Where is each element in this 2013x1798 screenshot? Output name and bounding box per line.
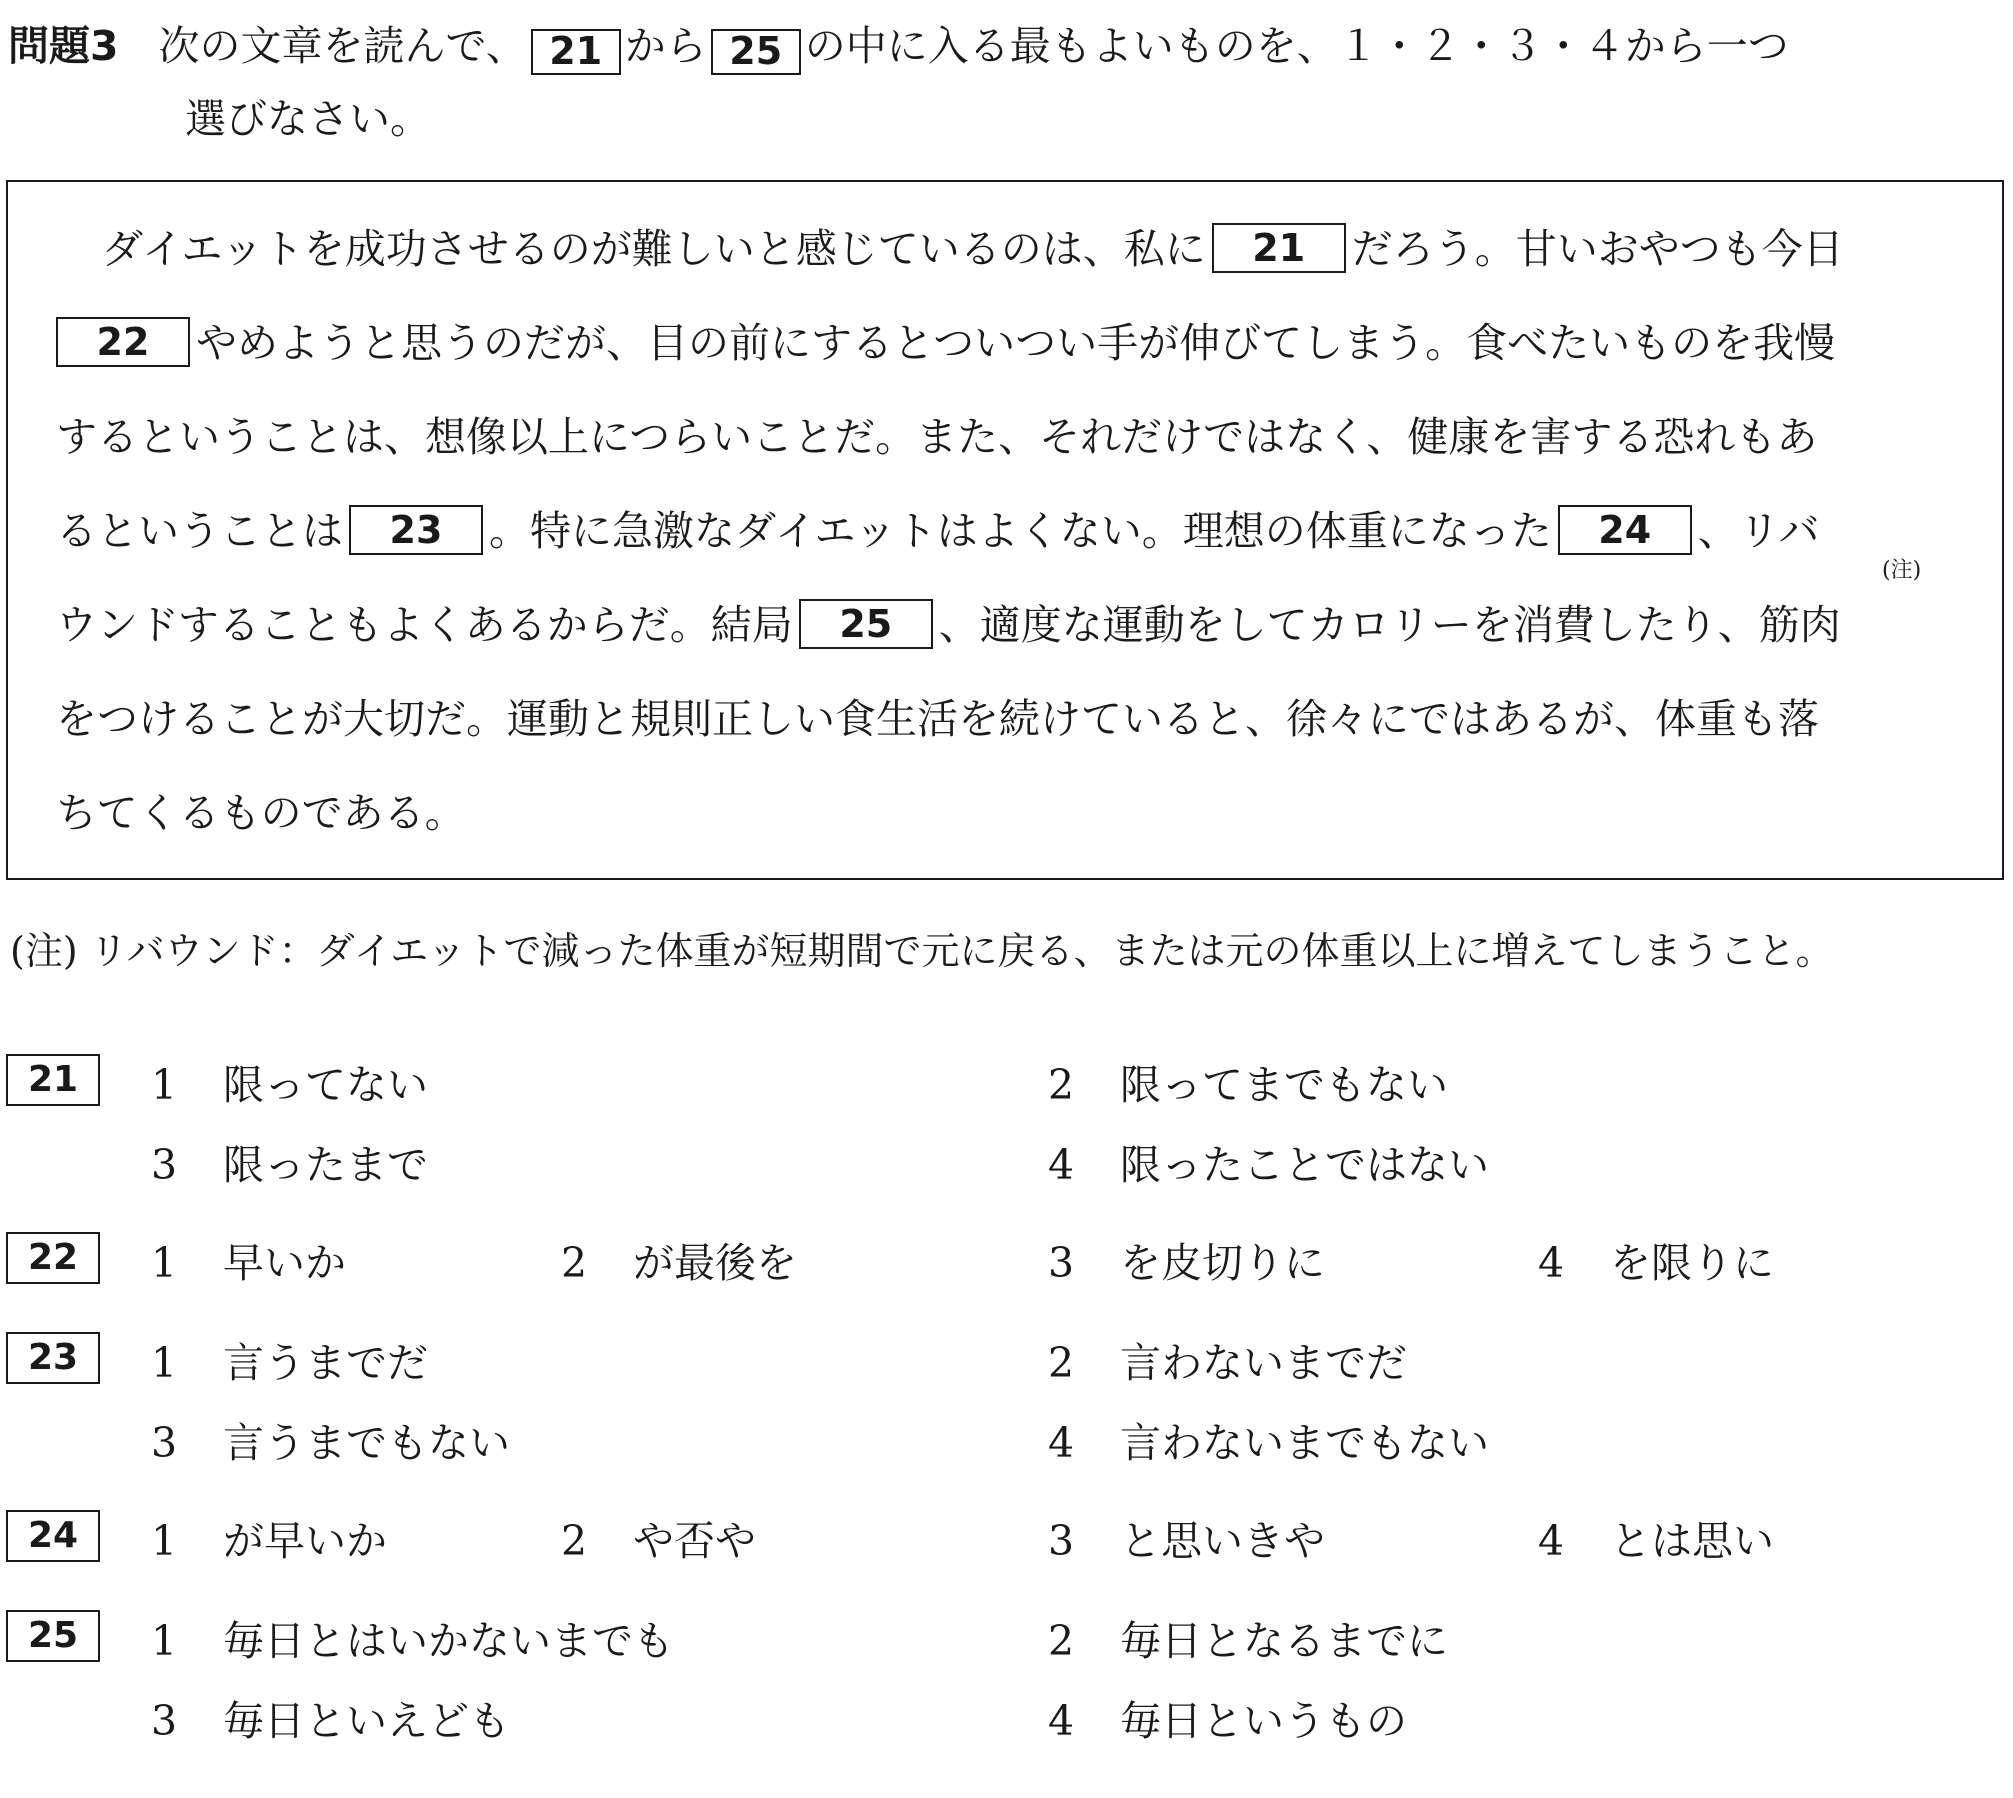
instruction-line-1 <box>8 18 2003 75</box>
choice-option[interactable]: 2 や否や <box>561 1517 756 1565</box>
choice-row <box>6 1120 1996 1200</box>
choice-option[interactable]: 3 を皮切りに <box>1048 1239 1325 1287</box>
question-21 <box>6 1040 1996 1200</box>
question-22 <box>6 1218 1996 1318</box>
problem-label: 問題3 <box>8 22 119 70</box>
choice-option[interactable]: 3 言うまでもない <box>151 1419 510 1467</box>
passage-line: するということは、想像以上につらいことだ。また、それだけではなく、健康を害する恐れもあ <box>56 413 1818 461</box>
passage-segment: 。特に急激なダイエットはよくない。理想の体重になった <box>489 507 1552 555</box>
question-25 <box>6 1596 1996 1756</box>
instruction-text: の中に入る最もよいものを、１・２・３・４から一つ <box>804 22 1789 70</box>
passage-segment: 、リバ <box>1697 507 1820 555</box>
choice-option[interactable]: 1 早いか <box>151 1239 346 1287</box>
passage-line <box>56 296 1966 390</box>
passage-segment: ウンドすることもよくあるからだ。結局 <box>56 601 793 649</box>
passage-line: をつけることが大切だ。運動と規則正しい食生活を続けていると、徐々にではあるが、体重も落 <box>56 695 1819 743</box>
question-number-box: 24 <box>6 1510 100 1562</box>
blank-22[interactable]: 22 <box>56 317 190 367</box>
choice-option[interactable]: 2 言わないまでだ <box>1048 1339 1407 1387</box>
choice-option[interactable]: 3 限ったまで <box>151 1141 428 1189</box>
choice-option[interactable]: 2 が最後を <box>561 1239 797 1287</box>
passage-segment: 、適度な運動をしてカロリーを消費したり、筋肉 <box>938 601 1841 649</box>
choice-option[interactable]: 4 とは思い <box>1538 1517 1774 1565</box>
question-24 <box>6 1496 1996 1596</box>
passage-text <box>56 202 1966 860</box>
passage-segment: るということは <box>56 507 343 555</box>
passage-frame <box>6 180 2004 880</box>
question-number-box: 25 <box>6 1610 100 1662</box>
choice-option[interactable]: 1 毎日とはいかないまでも <box>151 1617 674 1665</box>
choice-option[interactable]: 1 が早いか <box>151 1517 387 1565</box>
question-number-box: 23 <box>6 1332 100 1384</box>
blank-range-start-box: 21 <box>531 29 621 75</box>
passage-line: ちてくるものである。 <box>56 789 466 837</box>
choice-row <box>6 1218 1996 1298</box>
choice-row <box>6 1496 1996 1576</box>
choice-option[interactable]: 3 と思いきや <box>1048 1517 1325 1565</box>
passage-line <box>56 578 1966 672</box>
choice-option[interactable]: 3 毎日といえども <box>151 1697 510 1745</box>
blank-23[interactable]: 23 <box>349 505 483 555</box>
choice-row <box>6 1398 1996 1478</box>
footnote-marker: (注) <box>1882 558 1922 583</box>
footnote: (注) リバウンド：ダイエットで減った体重が短期間で元に戻る、または元の体重以上に増えてしまうこと。 <box>10 929 1834 973</box>
choice-option[interactable]: 4 毎日というもの <box>1048 1697 1407 1745</box>
question-number-box: 22 <box>6 1232 100 1284</box>
answer-choices <box>6 1040 1996 1756</box>
choice-option[interactable]: 2 毎日となるまでに <box>1048 1617 1448 1665</box>
passage-segment: だろう。甘いおやつも今日 <box>1351 225 1844 273</box>
question-23 <box>6 1318 1996 1478</box>
choice-option[interactable]: 4 言わないまでもない <box>1048 1419 1489 1467</box>
choice-row <box>6 1318 1996 1398</box>
blank-24[interactable]: 24 <box>1558 505 1692 555</box>
choice-option[interactable]: 2 限ってまでもない <box>1048 1061 1448 1109</box>
question-header <box>8 18 2003 147</box>
instruction-line-2: 選びなさい。 <box>185 95 431 143</box>
instruction-text: から <box>624 22 707 70</box>
choice-option[interactable]: 1 限ってない <box>151 1061 428 1109</box>
blank-range-end-box: 25 <box>711 29 801 75</box>
blank-25[interactable]: 25 <box>799 599 933 649</box>
passage-line <box>56 202 1966 296</box>
passage-segment: ダイエットを成功させるのが難しいと感じているのは、私に <box>102 225 1206 273</box>
choice-option[interactable]: 4 限ったことではない <box>1048 1141 1489 1189</box>
passage-segment: やめようと思うのだが、目の前にするとついつい手が伸びてしまう。食べたいものを我慢 <box>196 319 1836 367</box>
question-number-box: 21 <box>6 1054 100 1106</box>
choice-row <box>6 1676 1996 1756</box>
passage-line <box>56 484 1966 583</box>
choice-option[interactable]: 1 言うまでだ <box>151 1339 428 1387</box>
choice-row <box>6 1596 1996 1676</box>
blank-21[interactable]: 21 <box>1212 223 1346 273</box>
choice-row <box>6 1040 1996 1120</box>
instruction-text: 次の文章を読んで、 <box>158 22 527 70</box>
choice-option[interactable]: 4 を限りに <box>1538 1239 1774 1287</box>
